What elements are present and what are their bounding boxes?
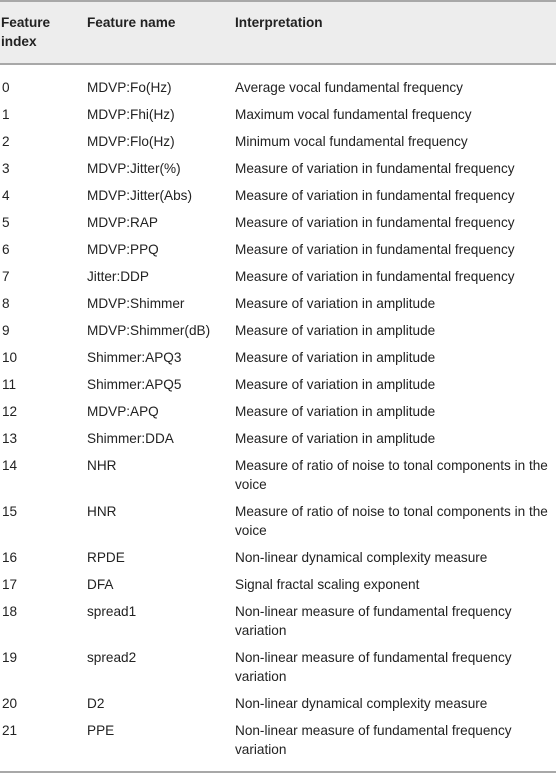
cell-feature-index: 6 (2, 242, 10, 257)
cell-feature-name: MDVP:PPQ (87, 242, 159, 257)
cell-feature-name: Shimmer:APQ3 (87, 350, 182, 365)
cell-feature-index: 17 (2, 577, 18, 592)
table-row (0, 452, 556, 498)
cell-feature-name: HNR (87, 504, 117, 519)
cell-interpretation: Measure of variation in amplitude (235, 377, 436, 392)
cell-feature-index: 5 (2, 215, 10, 230)
table-body (0, 64, 556, 772)
cell-feature-name: MDVP:Fhi(Hz) (87, 107, 175, 122)
cell-feature-index: 8 (2, 296, 10, 311)
cell-interpretation: Non-linear measure of fundamental frequency variation (223, 717, 556, 772)
cell-feature-name: spread2 (87, 650, 137, 665)
cell-interpretation: Measure of variation in fundamental frequency (235, 161, 515, 176)
table-row (0, 209, 556, 236)
cell-interpretation: Average vocal fundamental frequency (235, 80, 463, 95)
cell-feature-name: NHR (87, 458, 117, 473)
cell-interpretation: Non-linear dynamical complexity measure (235, 696, 488, 711)
cell-feature-index: 9 (2, 323, 10, 338)
cell-feature-index: 20 (2, 696, 18, 711)
cell-feature-index: 7 (2, 269, 10, 284)
table-row (0, 371, 556, 398)
cell-interpretation: Signal fractal scaling exponent (235, 577, 420, 592)
table-row (0, 101, 556, 128)
table-row (0, 236, 556, 263)
cell-feature-index: 13 (2, 431, 18, 446)
cell-interpretation: Measure of ratio of noise to tonal components in the voice (235, 458, 548, 492)
header-row (0, 1, 556, 64)
cell-interpretation: Measure of variation in amplitude (235, 404, 436, 419)
table-row (0, 544, 556, 571)
cell-feature-name: MDVP:RAP (87, 215, 159, 230)
cell-feature-index: 14 (2, 458, 18, 473)
table-row (0, 690, 556, 717)
cell-interpretation: Non-linear measure of fundamental frequency variation (235, 650, 512, 684)
cell-interpretation: Non-linear dynamical complexity measure (235, 550, 488, 565)
table-row (0, 644, 556, 690)
cell-feature-index: 16 (2, 550, 18, 565)
cell-feature-index: 21 (0, 717, 75, 772)
table-row (0, 598, 556, 644)
table-row (0, 717, 556, 772)
cell-feature-index: 18 (2, 604, 18, 619)
cell-interpretation: Measure of ratio of noise to tonal components in the voice (235, 504, 548, 538)
table-row (0, 398, 556, 425)
cell-feature-name: Shimmer:APQ5 (87, 377, 182, 392)
cell-interpretation: Measure of variation in amplitude (235, 350, 436, 365)
cell-feature-name: MDVP:Flo(Hz) (87, 134, 175, 149)
cell-feature-name: MDVP:Jitter(%) (87, 161, 181, 176)
cell-interpretation: Maximum vocal fundamental frequency (235, 107, 472, 122)
cell-feature-name: spread1 (87, 604, 137, 619)
cell-feature-name: MDVP:Shimmer (87, 296, 185, 311)
cell-interpretation: Measure of variation in amplitude (235, 323, 436, 338)
cell-interpretation: Measure of variation in amplitude (235, 431, 436, 446)
table-row (0, 155, 556, 182)
table-row (0, 263, 556, 290)
cell-feature-name: MDVP:Jitter(Abs) (87, 188, 192, 203)
cell-feature-index: 2 (2, 134, 10, 149)
cell-feature-index: 0 (2, 80, 10, 95)
table-row (0, 498, 556, 544)
cell-feature-name: PPE (75, 717, 223, 772)
table-row (0, 425, 556, 452)
header-feature-name: Feature name (75, 1, 223, 64)
cell-feature-name: MDVP:APQ (87, 404, 159, 419)
cell-feature-index: 3 (2, 161, 10, 176)
table-header (0, 1, 556, 64)
cell-feature-index: 11 (2, 377, 17, 392)
cell-interpretation: Measure of variation in amplitude (235, 296, 436, 311)
cell-feature-index: 10 (2, 350, 18, 365)
table-row (0, 571, 556, 598)
cell-feature-name: Jitter:DDP (87, 269, 149, 284)
cell-interpretation: Measure of variation in fundamental frequency (235, 215, 515, 230)
cell-interpretation: Measure of variation in fundamental frequency (235, 269, 515, 284)
table-row (0, 290, 556, 317)
table-row (0, 344, 556, 371)
cell-feature-name: Shimmer:DDA (87, 431, 174, 446)
cell-interpretation: Non-linear measure of fundamental frequency variation (235, 604, 512, 638)
header-feature-index: Feature index (0, 1, 75, 64)
cell-feature-index: 1 (2, 107, 10, 122)
cell-feature-index: 15 (2, 504, 18, 519)
cell-feature-index: 19 (2, 650, 18, 665)
cell-feature-name: RPDE (87, 550, 125, 565)
table-row (0, 64, 556, 101)
cell-interpretation: Measure of variation in fundamental frequency (235, 242, 515, 257)
cell-feature-name: DFA (87, 577, 114, 592)
cell-feature-index: 12 (2, 404, 18, 419)
cell-feature-name: MDVP:Shimmer(dB) (87, 323, 211, 338)
cell-feature-name: D2 (87, 696, 105, 711)
cell-interpretation: Measure of variation in fundamental frequency (235, 188, 515, 203)
cell-feature-name: MDVP:Fo(Hz) (87, 80, 172, 95)
table-row (0, 182, 556, 209)
cell-interpretation: Minimum vocal fundamental frequency (235, 134, 468, 149)
cell-feature-index: 4 (2, 188, 10, 203)
table-row (0, 317, 556, 344)
header-interpretation: Interpretation (223, 1, 556, 64)
table-row (0, 128, 556, 155)
